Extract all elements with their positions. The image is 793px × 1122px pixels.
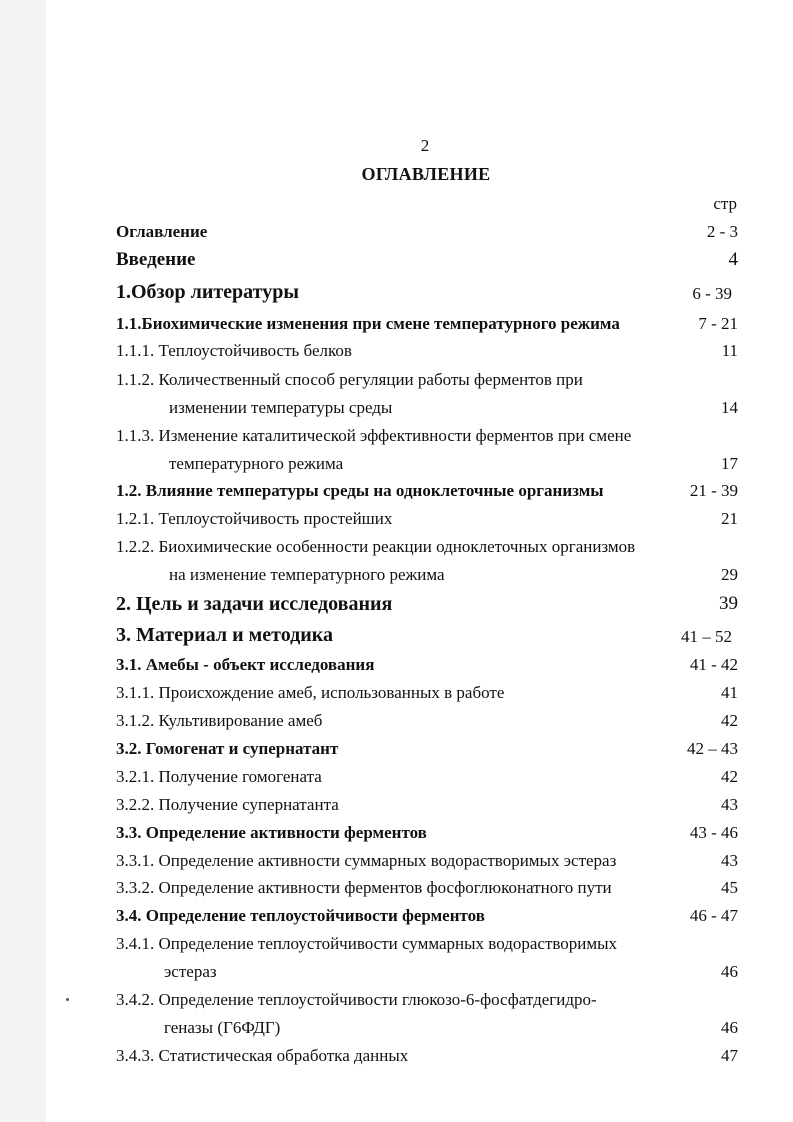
entry-pages: 42 [721,767,738,786]
entry-pages: 2 - 3 [706,222,738,241]
entry-title: 3.2. Гомогенат и супернатант [116,739,339,758]
entry-pages: 43 [721,795,738,814]
entry-title: Оглавление [116,222,208,241]
entry-title: 1.2. Влияние температуры среды на одноклеточные организмы [116,481,604,500]
entry-pages: 4 [728,249,738,270]
entry-title: 3.3. Определение активности ферментов [116,823,427,842]
entry-title: 1.Обзор литературы [116,281,299,303]
entry-pages: 39 [719,593,738,614]
entry-pages: 43 [721,851,738,870]
entry-pages: 29 [721,565,738,584]
entry-pages: 45 [721,878,738,897]
toc-heading: ОГЛАВЛЕНИЕ [361,164,491,184]
entry-title: Введение [116,249,196,270]
entry-title: 1.1.3. Изменение каталитической эффективности ферментов при смене [116,426,632,445]
entry-title: 1.1.Биохимические изменения при смене температурного режима [116,314,620,333]
entry-title: 3. Материал и методика [116,624,333,646]
entry-title: 1.1.2. Количественный способ регуляции работы ферментов при [116,370,583,389]
entry-pages: 7 - 21 [698,314,738,333]
pages-column-label: стр [713,194,737,213]
entry-pages: 41 – 52 [681,627,732,646]
entry-pages: 43 - 46 [689,823,738,842]
entry-title: 3.4.2. Определение теплоустойчивости глюкозо-6-фосфатдегидро- [116,990,597,1009]
page-number: 2 [420,136,430,155]
entry-title-continued: изменении температуры среды [169,398,393,417]
entry-title-continued: геназы (Г6ФДГ) [164,1018,281,1037]
entry-title: 1.2.2. Биохимические особенности реакции одноклеточных организмов [116,537,636,556]
entry-pages: 11 [721,341,738,360]
entry-title: 2. Цель и задачи исследования [116,593,393,615]
entry-pages: 46 [721,1018,738,1037]
entry-pages: 21 [721,509,738,528]
entry-pages: 21 - 39 [689,481,738,500]
entry-pages: 47 [721,1046,738,1065]
entry-title: 1.2.1. Теплоустойчивость простейших [116,509,393,528]
entry-title: 3.3.1. Определение активности суммарных водорастворимых эстераз [116,851,617,870]
entry-title: 3.1.1. Происхождение амеб, использованных в работе [116,683,505,702]
entry-pages: 46 [721,962,738,981]
entry-pages: 41 - 42 [689,655,738,674]
entry-title: 3.1. Амебы - объект исследования [116,655,375,674]
entry-pages: 14 [721,398,738,417]
entry-title: 3.2.2. Получение супернатанта [116,795,339,814]
entry-title-continued: эстераз [164,962,217,981]
entry-pages: 17 [721,454,738,473]
entry-title: 3.3.2. Определение активности ферментов фосфоглюконатного пути [116,878,612,897]
entry-title: 1.1.1. Теплоустойчивость белков [116,341,352,360]
entry-title: 3.2.1. Получение гомогената [116,767,322,786]
entry-pages: 6 - 39 [692,284,732,303]
entry-title: 3.4. Определение теплоустойчивости ферментов [116,906,485,925]
entry-title-continued: температурного режима [169,454,344,473]
entry-title: 3.4.1. Определение теплоустойчивости суммарных водорастворимых [116,934,618,953]
entry-title: 3.4.3. Статистическая обработка данных [116,1046,409,1065]
entry-pages: 42 – 43 [687,739,738,758]
entry-pages: 46 - 47 [689,906,738,925]
entry-title: 3.1.2. Культивирование амеб [116,711,323,730]
entry-title-continued: на изменение температурного режима [169,565,445,584]
entry-pages: 41 [721,683,738,702]
entry-pages: 42 [721,711,738,730]
